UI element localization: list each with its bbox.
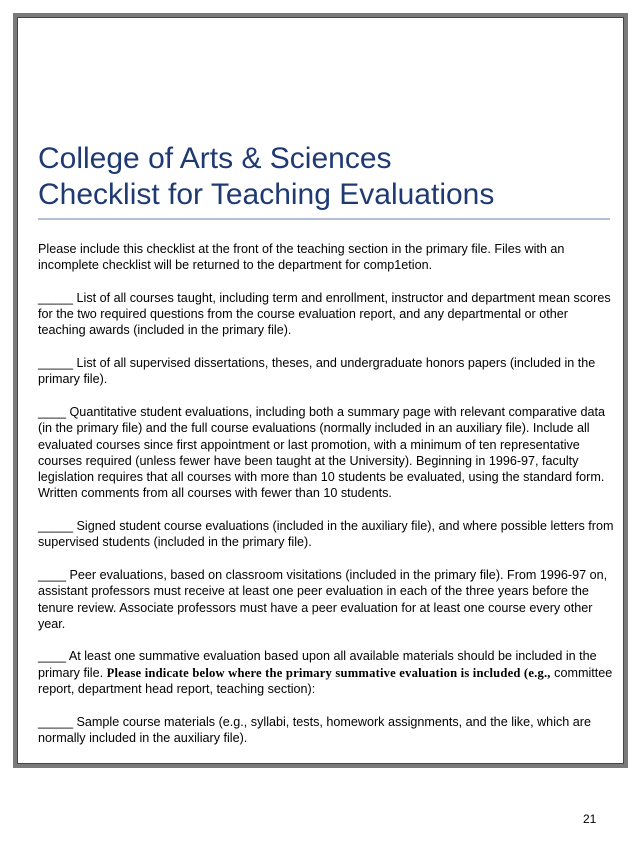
checklist-item-courses-taught: _____ List of all courses taught, including term and enrollment, instructor and department mean scores for the two required questions from the course evaluation report, and any departmental or other teaching awards (included in the primary file).: [38, 290, 611, 338]
checklist-item-signed-evaluations: _____ Signed student course evaluations (included in the auxiliary file), and where possible letters from supervised students (included in the primary file).: [38, 519, 614, 550]
intro-paragraph: Please include this checklist at the front of the teaching section in the primary file. Files with an incomplete checklist will be returned to the department for comp1etion.: [38, 242, 565, 273]
checklist-item-sample-materials: _____ Sample course materials (e.g., syllabi, tests, homework assignments, and the like, which are normally included in the auxiliary file).: [38, 714, 591, 745]
checklist-body: [38, 241, 614, 763]
page-border-outer: [13, 13, 628, 768]
checklist-item-quantitative-evaluations: ____ Quantitative student evaluations, including both a summary page with relevant comparative data (in the primary file) and the full course evaluations (normally included in an auxiliary file). Include all evaluated courses since first appointment or last promotion, with a minimum of ten representative courses required (unless fewer have been taught at the University). Beginning in 1996-97, faculty legislation requires that all courses with more than 10 students be evaluated, using the standard form. Written comments from all courses with fewer than 10 students.: [38, 404, 606, 501]
page-number: 21: [583, 812, 597, 826]
checklist-item-supervised-dissertations: _____ List of all supervised dissertations, theses, and undergraduate honors papers (included in the primary file).: [38, 356, 596, 387]
title-underline-rule: [38, 218, 610, 220]
document-title-block: [38, 141, 610, 220]
checklist-item-summative-evaluation: [38, 648, 614, 697]
summative-emphasis-text: Please indicate below where the primary summative evaluation is included (e.g.,: [106, 665, 551, 680]
checklist-item-peer-evaluations: ____ Peer evaluations, based on classroom visitations (included in the primary file). From 1996-97 on, assistant professors must receive at least one peer evaluation in each of the three years before the tenure review. Associate professors must have a peer evaluation for at least one course every other year.: [38, 567, 608, 631]
document-title-line-1: College of Arts & Sciences: [38, 142, 392, 175]
summative-tail-text: committee report, department head report, teaching section):: [38, 665, 613, 697]
summative-lead-text: ____ At least one summative evaluation based upon all available materials should be included in the primary file.: [38, 649, 597, 680]
document-title-line-2: Checklist for Teaching Evaluations: [38, 178, 495, 211]
page-border-inner: [17, 17, 624, 764]
